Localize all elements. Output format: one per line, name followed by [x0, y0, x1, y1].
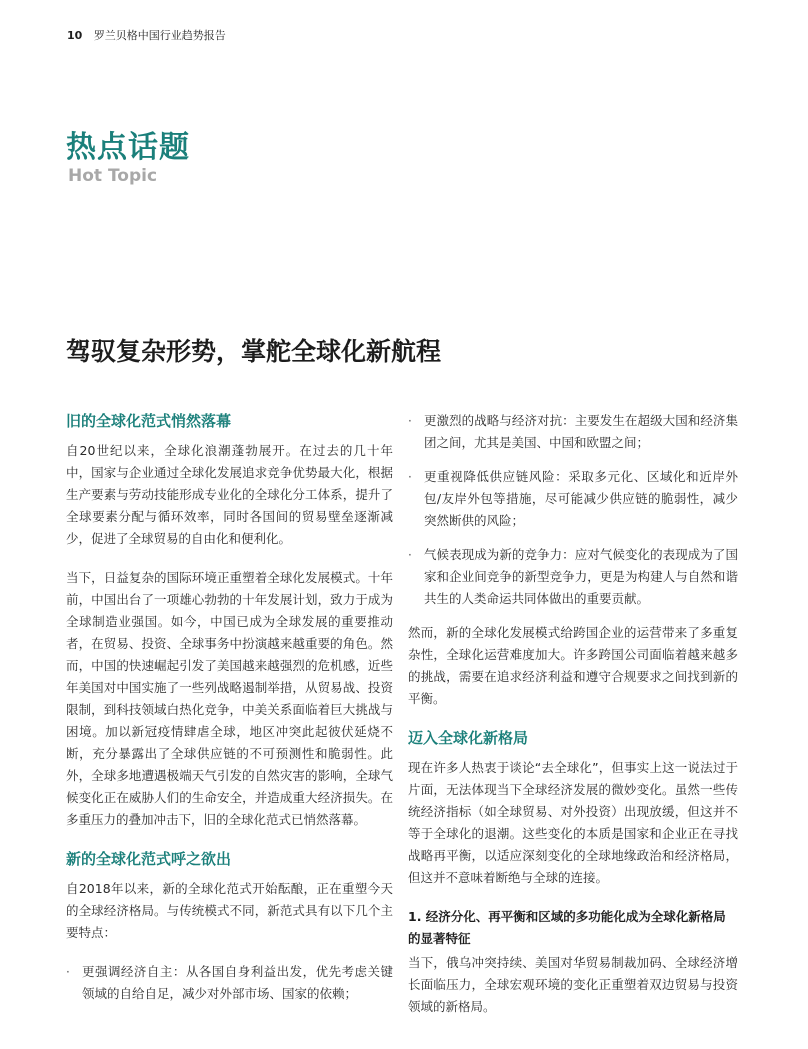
report-title: 罗兰贝格中国行业趋势报告: [93, 29, 226, 42]
bullet-icon: ·: [66, 965, 70, 979]
bullet-icon: ·: [408, 470, 412, 484]
list-item: [408, 544, 738, 610]
list-item: [408, 410, 738, 454]
paragraph: 现在许多人热衷于谈论“去全球化”，但事实上这一说法过于片面，无法体现当下全球经济发展的微妙变化。虽然一些传统经济指标（如全球贸易、对外投资）出现放缓，但这并不等于全球化的退潮。这些变化的本质是国家和企业正在寻找战略再平衡，以适应深刻变化的全球地缘政治和经济格局，但这并不意味着断绝与全球的连接。: [408, 760, 738, 885]
bullet-icon: ·: [408, 548, 412, 562]
right-column: [408, 410, 738, 1035]
bullet-icon: ·: [408, 414, 412, 428]
list-item-text: 更重视降低供应链风险：采取多元化、区域化和近岸外包/友岸外包等措施，尽可能减少供应链的脆弱性，减少突然断供的风险；: [424, 469, 738, 528]
list-item-text: 更强调经济自主：从各国自身利益出发，优先考虑关键领域的自给自足，减少对外部市场、国家的依赖；: [82, 964, 393, 1001]
paragraph: 自20世纪以来，全球化浪潮蓬勃展开。在过去的几十年中，国家与企业通过全球化发展追求竞争优势最大化，根据生产要素与劳动技能形成专业化的全球化分工体系，提升了全球要素分配与循环效率，同时各国间的贸易壁垒逐渐减少，促进了全球贸易的自由化和便利化。: [66, 443, 393, 546]
page-header: [67, 27, 226, 43]
section-heading-new-paradigm: 新的全球化范式呼之欲出: [66, 850, 232, 868]
topic-title: 热点话题: [66, 130, 190, 165]
bullet-list: [408, 410, 738, 610]
section-heading-new-landscape: 迈入全球化新格局: [408, 729, 529, 747]
paragraph: 然而，新的全球化发展模式给跨国企业的运营带来了多重复杂性，全球化运营难度加大。许多跨国公司面临着越来越多的挑战，需要在追求经济利益和遵守合规要求之间找到新的平衡。: [408, 625, 738, 706]
article-title: 驾驭复杂形势，掌舵全球化新航程: [66, 337, 442, 366]
left-column: [66, 410, 393, 1017]
section-heading-old-paradigm: 旧的全球化范式悄然落幕: [66, 412, 232, 430]
list-item-text: 气候表现成为新的竞争力：应对气候变化的表现成为了国家和企业间竞争的新型竞争力，更是为构建人与自然和谐共生的人类命运共同体做出的重要贡献。: [424, 547, 738, 606]
paragraph: 当下，俄乌冲突持续、美国对华贸易制裁加码、全球经济增长面临压力，全球宏观环境的变化正重塑着双边贸易与投资领域的新格局。: [408, 955, 738, 1014]
bullet-list: [66, 961, 393, 1005]
list-item-text: 更激烈的战略与经济对抗：主要发生在超级大国和经济集团之间，尤其是美国、中国和欧盟之间；: [424, 413, 738, 450]
page-number: 10: [67, 29, 83, 42]
numbered-subheading: 1. 经济分化、再平衡和区域的多功能化成为全球化新格局的显著特征: [408, 909, 726, 946]
topic-subtitle: Hot Topic: [68, 166, 158, 186]
list-item: [408, 466, 738, 532]
paragraph: 当下，日益复杂的国际环境正重塑着全球化发展模式。十年前，中国出台了一项雄心勃勃的十年发展计划，致力于成为全球制造业强国。如今，中国已成为全球发展的重要推动者，在贸易、投资、全球事务中扮演越来越重要的角色。然而，中国的快速崛起引发了美国越来越强烈的危机感，近些年美国对中国实施了一些列战略遏制举措，从贸易战、投资限制，到科技领域白热化竞争，中美关系面临着巨大挑战与困境。加以新冠疫情肆虐全球，地区冲突此起彼伏延烧不断，充分暴露出了全球供应链的不可预测性和脆弱性。此外，全球多地遭遇极端天气引发的自然灾害的影响，全球气候变化正在威胁人们的生命安全，并造成重大经济损失。在多重压力的叠加冲击下，旧的全球化范式已悄然落幕。: [66, 570, 393, 827]
paragraph: 自2018年以来，新的全球化范式开始酝酿，正在重塑今天的全球经济格局。与传统模式不同，新范式具有以下几个主要特点：: [66, 881, 393, 940]
list-item: [66, 961, 393, 1005]
